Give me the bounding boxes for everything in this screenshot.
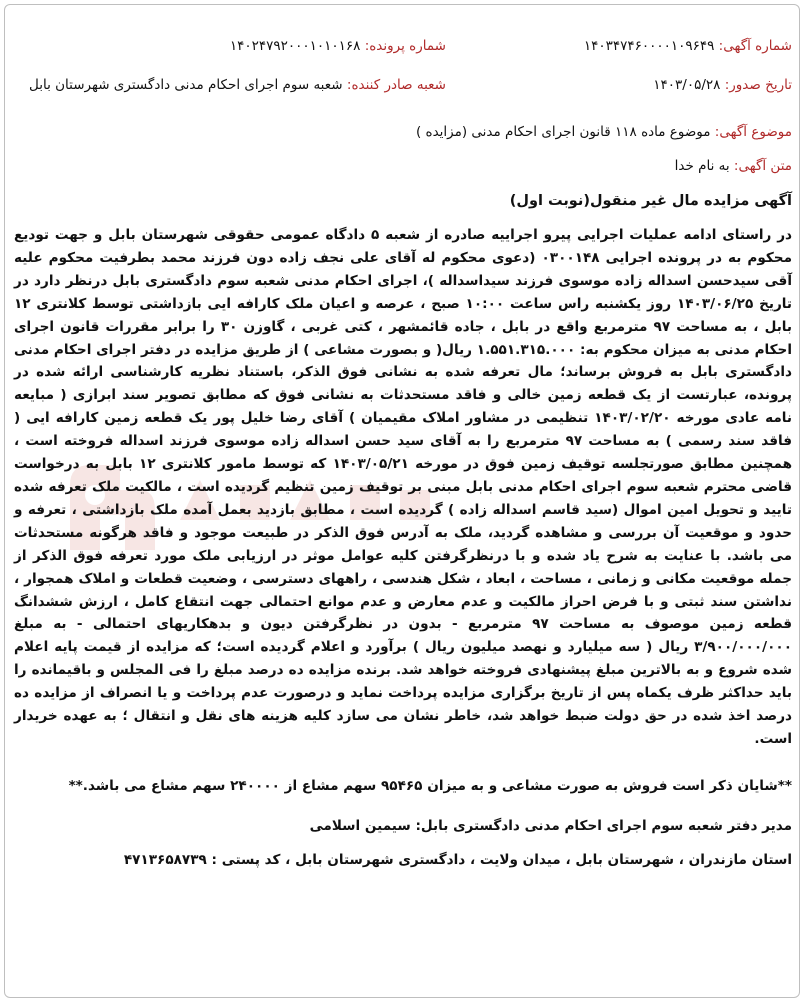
ad-number-field bbox=[584, 38, 792, 54]
text-value: به نام خدا bbox=[674, 158, 730, 174]
case-number-label: شماره پرونده: bbox=[364, 38, 446, 54]
ad-number-label: شماره آگهی: bbox=[718, 38, 792, 54]
issuer-label: شعبه صادر کننده: bbox=[346, 77, 446, 93]
ad-number-value: ۱۴۰۳۴۷۴۶۰۰۰۰۱۰۹۶۴۹ bbox=[583, 38, 715, 54]
issuer-field bbox=[29, 77, 446, 93]
subject-label: موضوع آگهی: bbox=[714, 124, 792, 140]
manager-line: مدیر دفتر شعبه سوم اجرای احکام مدنی دادگستری بابل: سیمین اسلامی bbox=[309, 818, 792, 834]
issue-date-label: تاریخ صدور: bbox=[724, 77, 792, 93]
subject-value: موضوع ماده ۱۱۸ قانون اجرای احکام مدنی (مزایده ) bbox=[415, 124, 711, 140]
text-label: متن آگهی: bbox=[733, 158, 792, 174]
text-field bbox=[675, 158, 792, 174]
notice-note: **شایان ذکر است فروش به صورت مشاعی و به میزان ۹۵۴۶۵ سهم مشاع از ۲۴۰۰۰۰ سهم مشاع می باشد.** bbox=[68, 778, 792, 794]
subject-field bbox=[416, 124, 792, 140]
case-number-field bbox=[230, 38, 446, 54]
issue-date-field bbox=[653, 77, 792, 93]
address-line: استان مازندران ، شهرستان بابل ، میدان ولایت ، دادگستری شهرستان بابل ، کد پستی : ۴۷۱۳۶۵۸۷۳۹ bbox=[123, 852, 792, 868]
case-number-value: ۱۴۰۲۴۷۹۲۰۰۰۱۰۱۰۱۶۸ bbox=[229, 38, 361, 54]
issuer-value: شعبه سوم اجرای احکام مدنی دادگستری شهرستان بابل bbox=[28, 77, 343, 93]
notice-body: در راستای ادامه عملیات اجرایی پیرو اجراییه صادره از شعبه ۵ دادگاه عمومی حقوقی شهرستان بابل و جهت تودیع محکوم به در پرونده اجرایی ۰۳۰۰۱۴۸ (دعوی محکوم له آقای علی نجف زاده دون فرزند محمد بطرفیت محکوم علیه آقی سیدحسن اسداله زاده موسوی فرزند سیداسداله )، اجرای احکام مدنی شعبه سوم دادگستری بابل درنظر دارد در تاریخ ۱۴۰۳/۰۶/۲۵ روز یکشنبه راس ساعت ۱۰:۰۰ صبح ، عرصه و اعیان ملک کارافه ایی بازداشتی توسط کلانتری ۱۲ بابل ، به مساحت ۹۷ مترمربع واقع در بابل ، جاده قائمشهر ، کتی غربی ، گاوزن ۳۰ را برابر مقررات قانون اجرای احکام مدنی به میزان محکوم به: ۱.۵۵۱.۳۱۵.۰۰۰ ریال( و بصورت مشاعی ) از طریق مزایده در دفتر اجرای احکام مدنی دادگستری بابل به فروش برساند؛ مال تعرفه شده به نشانی فوق الذکر، باستناد نظریه کارشناسی ارائه شده در پرونده، عبارتست از یک قطعه زمین خالی و فاقد مستحدثات به نشانی فوق که مطابق تصویر سند ابرازی ( مبایعه نامه عادی مورخه ۱۴۰۳/۰۲/۲۰ تنظیمی در مشاور املاک مقیمیان ) آقای رضا خلیل پور یک قطعه زمین کارافه ایی ( فاقد سند رسمی ) به مساحت ۹۷ مترمربع را به آقای سید حسن اسداله زاده موسوی فرزند اسداله فروخته است ، همچنین مطابق صورتجلسه توقیف زمین فوق در مورخه ۱۴۰۳/۰۵/۲۱ که توسط مامور کلانتری ۱۲ بابل به درخواست قاضی محترم شعبه سوم اجرای احکام مدنی بابل مبنی بر توقیف زمین تنظیم گردیده است ، مالکیت ملک تعرفه شده تایید و تحویل امین اموال (سید قاسم اسداله زاده ) گردیده است ، مطابق بازدید بعمل آمده ملک بازداشتی ، تعرفه و حدود و موقعیت آن بررسی و مشاهده گردید، ملک به آدرس فوق الذکر در طبیعت موجود و فاقد هرگونه مستحدثات می باشد. با عنایت به شرح یاد شده و با درنظرگرفتن کلیه عوامل موثر در ارزیابی ملک مورد تعرفه فوق الذکر از جمله موقعیت مکانی و زمانی ، مساحت ، ابعاد ، شکل هندسی ، راههای دسترسی ، وضعیت قطعات و املاک همجوار ، نداشتن سند ثبتی و با فرض احراز مالکیت و عدم معارض و عدم موانع احتمالی جهت انتقاع کامل ، ارزش ششدانگ قطعه زمین موصوف به مساحت ۹۷ مترمربع - بدون در نظرگرفتن دیون و بدهکاریهای احتمالی - به مبلغ ۳/۹۰۰/۰۰۰/۰۰۰ ریال ( سه میلیارد و نهصد میلیون ریال ) برآورد و اعلام گردیده است؛ که مزایده از قیمت پایه اعلام شده شروع و به بالاترین مبلغ پیشنهادی فروخته خواهد شد. برنده مزایده ده درصد مبلغ را فی المجلس و باقیمانده را باید حداکثر ظرف یکماه پس از تاریخ برگزاری مزایده پرداخت نماید و درصورت عدم پرداخت و یا انصراف از مزایده ده درصد اخذ شده در حق دولت ضبط خواهد شد، خاطر نشان می سازد کلیه هزینه های نقل و انتقال ؛ به عهده خریدار است. bbox=[14, 227, 793, 747]
notice-title: آگهی مزایده مال غیر منقول(نوبت اول) bbox=[509, 193, 792, 209]
issue-date-value: ۱۴۰۳/۰۵/۲۸ bbox=[653, 77, 721, 93]
